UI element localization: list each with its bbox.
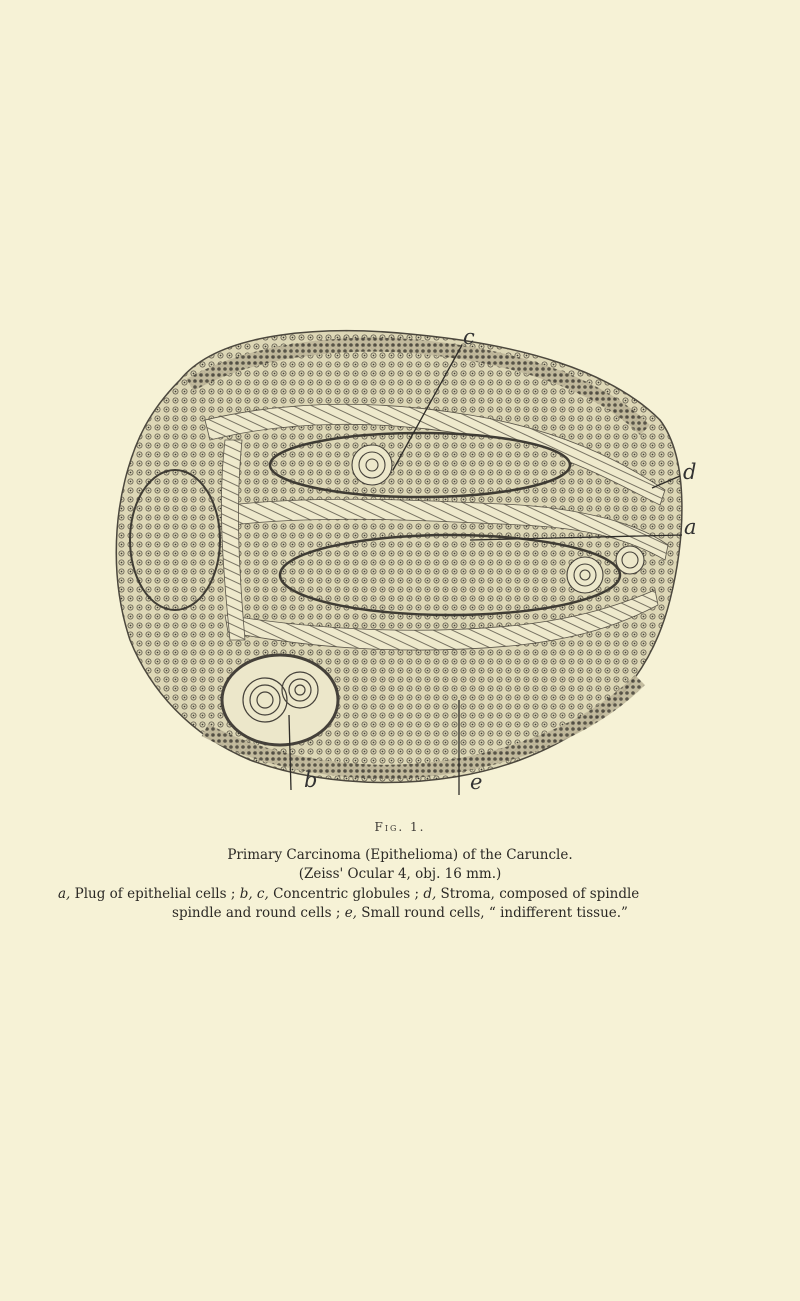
- legend-text-d: Stroma, composed of spindle: [440, 886, 640, 902]
- legend-text-bc: Concentric globules ;: [273, 886, 420, 902]
- legend-text-e: Small round cells, “ indifferent tissue.”: [361, 905, 628, 921]
- caption-legend-line-1: [20, 886, 800, 902]
- legend-letter-d: d,: [423, 886, 437, 902]
- figure-label-b: b: [304, 768, 318, 792]
- caption-title: Primary Carcinoma (Epithelioma) of the Caruncle.: [227, 847, 573, 863]
- figure-label-e: e: [470, 770, 483, 794]
- figure-label-d: d: [683, 460, 697, 484]
- legend-letter-e: e,: [344, 905, 357, 921]
- epithelial-plug-left: [130, 470, 220, 610]
- legend-text-a: Plug of epithelial cells ;: [74, 886, 236, 902]
- epithelial-plug-upper: [270, 433, 570, 497]
- concentric-globule-b: [222, 655, 338, 745]
- legend-letter-a: a,: [58, 886, 71, 902]
- caption-legend-line-2: [0, 905, 800, 921]
- figure-number: Fig. 1.: [374, 820, 426, 834]
- caption-subtitle: (Zeiss' Ocular 4, obj. 16 mm.): [298, 866, 502, 882]
- figure-label-c: c: [463, 325, 475, 349]
- figure-label-a: a: [684, 515, 697, 539]
- legend-letter-bc: b, c,: [239, 886, 269, 902]
- legend-text-d-cont: spindle and round cells ;: [172, 905, 341, 921]
